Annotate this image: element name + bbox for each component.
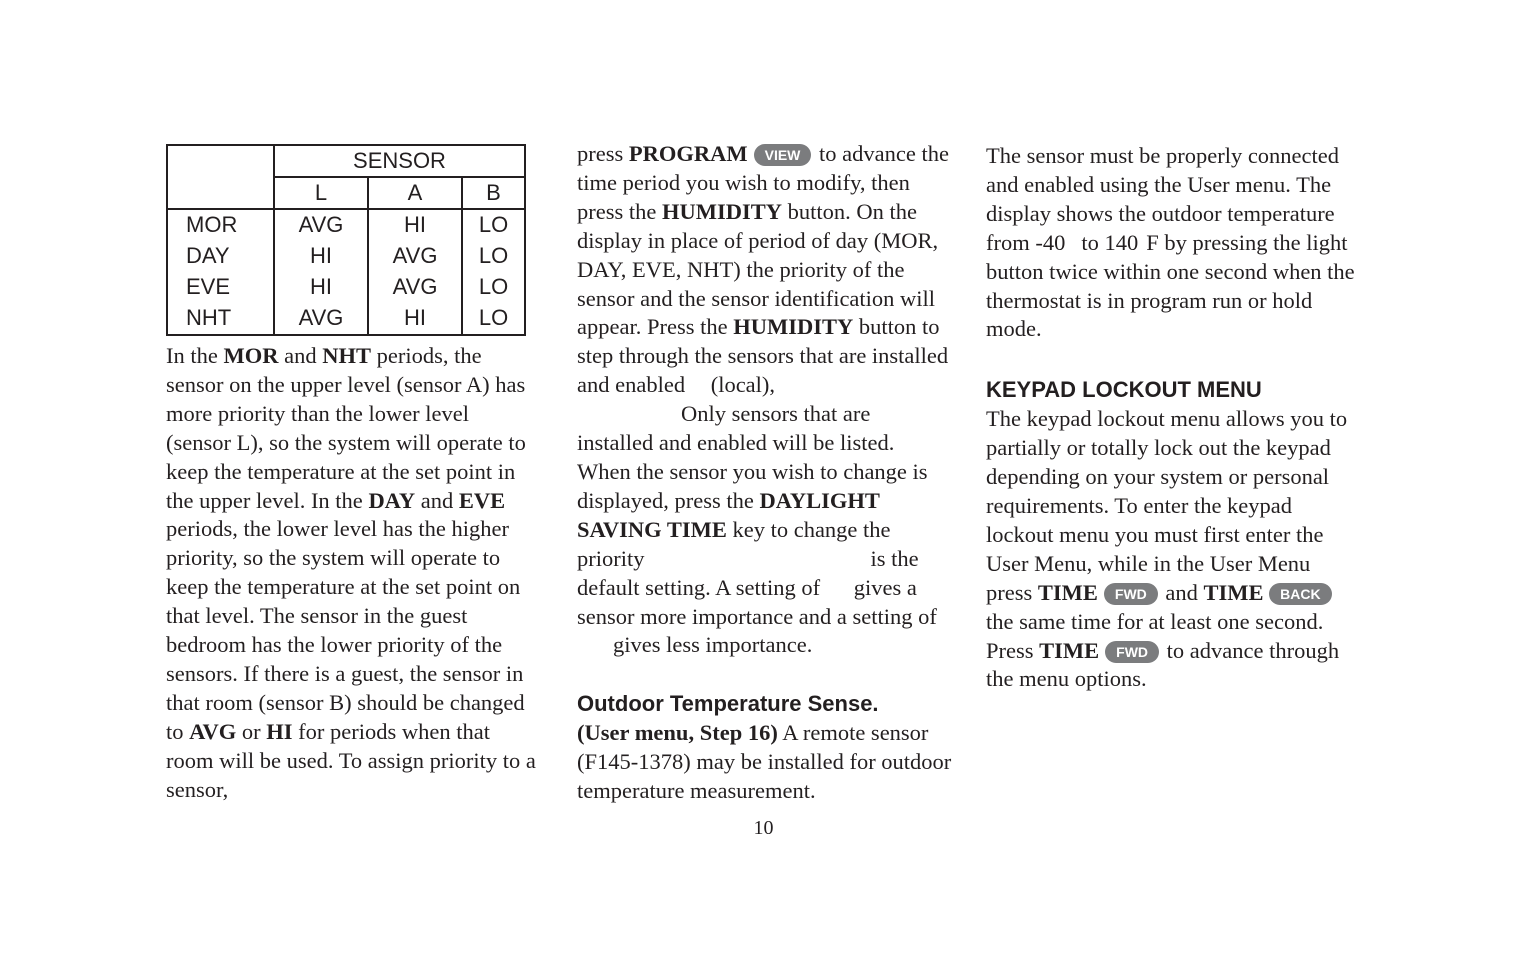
table-cell: AVG (274, 209, 368, 241)
text-run: Only sensors that are installed and enabled will be listed. When the sensor you wish to change is displayed, press the (577, 401, 928, 513)
table-header-sensor: SENSOR (274, 145, 525, 177)
text-bold: PROGRAM (628, 141, 748, 166)
text-run: The sensor must be properly connected and enabled using the User menu. The display shows the outdoor temperature from -40 (986, 143, 1340, 255)
table-cell: AVG (368, 241, 462, 272)
table-cell: AVG (274, 303, 368, 335)
text-run: In the (166, 343, 224, 368)
text-run: to advance through the menu options. (986, 637, 1340, 692)
text-run: key to change the priority (577, 516, 891, 571)
text-bold: EVE (458, 487, 506, 513)
view-key-icon: VIEW (754, 144, 812, 166)
text-run: the same time for at least one second. Press (986, 608, 1324, 663)
text-run: to advance the time period you wish to modify, then press the (577, 141, 949, 224)
text-run: periods, the sensor on the upper level (sensor A) has more priority than the lower level (sensor L), so the system will operate to keep the temperature at the set point in the upper level. In the (166, 343, 526, 513)
table-cell: HI (368, 209, 462, 241)
text-run: to 140 (1081, 229, 1139, 255)
outdoor-temperature-heading: Outdoor Temperature Sense. (577, 691, 879, 717)
table-cell: LO (478, 305, 509, 331)
text-run: button to step through the sensors that are installed and enabled (577, 314, 949, 398)
text-run: for periods when that room will be used. To assign priority to a sensor, (166, 718, 536, 802)
text-bold: DAY (368, 487, 416, 513)
table-row (167, 272, 525, 303)
column-header-b: B (462, 177, 525, 209)
table-cell: LO (478, 274, 509, 300)
table-cell: AVG (368, 272, 462, 303)
text-bold: (User menu, Step 16) (577, 720, 778, 746)
column-right (986, 140, 1361, 694)
text-run: button. On the display in place of period of day (MOR, DAY, EVE, NHT) the priority of the sensor and the sensor identification will appear. Press the (577, 198, 939, 340)
row-label-mor: MOR (167, 209, 274, 241)
text-bold: TIME (1039, 637, 1100, 663)
table-corner-cell (167, 145, 274, 209)
table-cell: HI (274, 241, 368, 272)
text-bold: HUMIDITY (661, 198, 782, 224)
keypad-lockout-heading: KEYPAD LOCKOUT MENU (986, 377, 1262, 403)
table-cell: LO (478, 212, 509, 238)
column-left (166, 140, 538, 805)
text-bold: AVG (189, 718, 237, 744)
text-run: press (577, 141, 629, 166)
outdoor-temperature-paragraph (577, 719, 952, 806)
text-run: and (415, 487, 459, 513)
column-header-l: L (274, 177, 368, 209)
text-run: or (236, 718, 267, 744)
text-bold: TIME (1203, 579, 1264, 605)
sensor-connection-paragraph (986, 142, 1361, 344)
table-row (167, 209, 525, 241)
text-run: F by pressing the light button twice within one second when the thermostat is in program run or hold mode. (986, 229, 1355, 342)
text-run: gives a sensor more importance and a setting of (577, 574, 937, 629)
text-bold: HUMIDITY (733, 314, 854, 340)
back-key-icon: BACK (1269, 583, 1331, 605)
text-run: A remote sensor (F145-1378) may be installed for outdoor temperature measurement. (577, 720, 952, 804)
text-run: The keypad lockout menu allows you to partially or totally lock out the keypad depending on your system or personal requirements. To enter the keypad lockout menu you must first enter the User Menu, while in the User Menu press (986, 406, 1348, 605)
sensor-priority-table (166, 144, 526, 336)
row-label-day: DAY (167, 241, 274, 272)
text-run: gives less importance. (613, 632, 813, 658)
keypad-lockout-paragraph (986, 405, 1361, 694)
assign-priority-paragraph (577, 140, 952, 660)
text-run: (local), (710, 372, 776, 398)
page-number: 10 (753, 817, 774, 839)
text-bold: TIME (1037, 579, 1098, 605)
column-header-a: A (368, 177, 462, 209)
table-cell: HI (274, 272, 368, 303)
column-middle (577, 140, 952, 806)
table-cell: LO (478, 243, 509, 269)
row-label-eve: EVE (167, 272, 274, 303)
text-bold: NHT (322, 343, 371, 368)
table-cell: HI (368, 303, 462, 335)
table-row (167, 303, 525, 335)
text-bold: MOR (223, 343, 279, 368)
text-run: is the default setting. A setting of (577, 545, 919, 600)
text-run: and (278, 343, 323, 368)
text-bold: DAYLIGHT SAVING TIME (577, 487, 880, 542)
text-bold: HI (266, 718, 293, 744)
text-run: and (1159, 579, 1204, 605)
priority-explanation-paragraph (166, 342, 538, 805)
table-row (167, 241, 525, 272)
fwd-key-icon: FWD (1104, 583, 1158, 605)
row-label-nht: NHT (167, 303, 274, 335)
fwd-key-icon: FWD (1105, 641, 1159, 663)
text-run: periods, the lower level has the higher priority, so the system will operate to keep the temperature at the set point on that level. The sensor in the guest bedroom has the lower priority of the sensors. If there is a guest, the sensor in that room (sensor B) should be changed to (166, 516, 525, 744)
